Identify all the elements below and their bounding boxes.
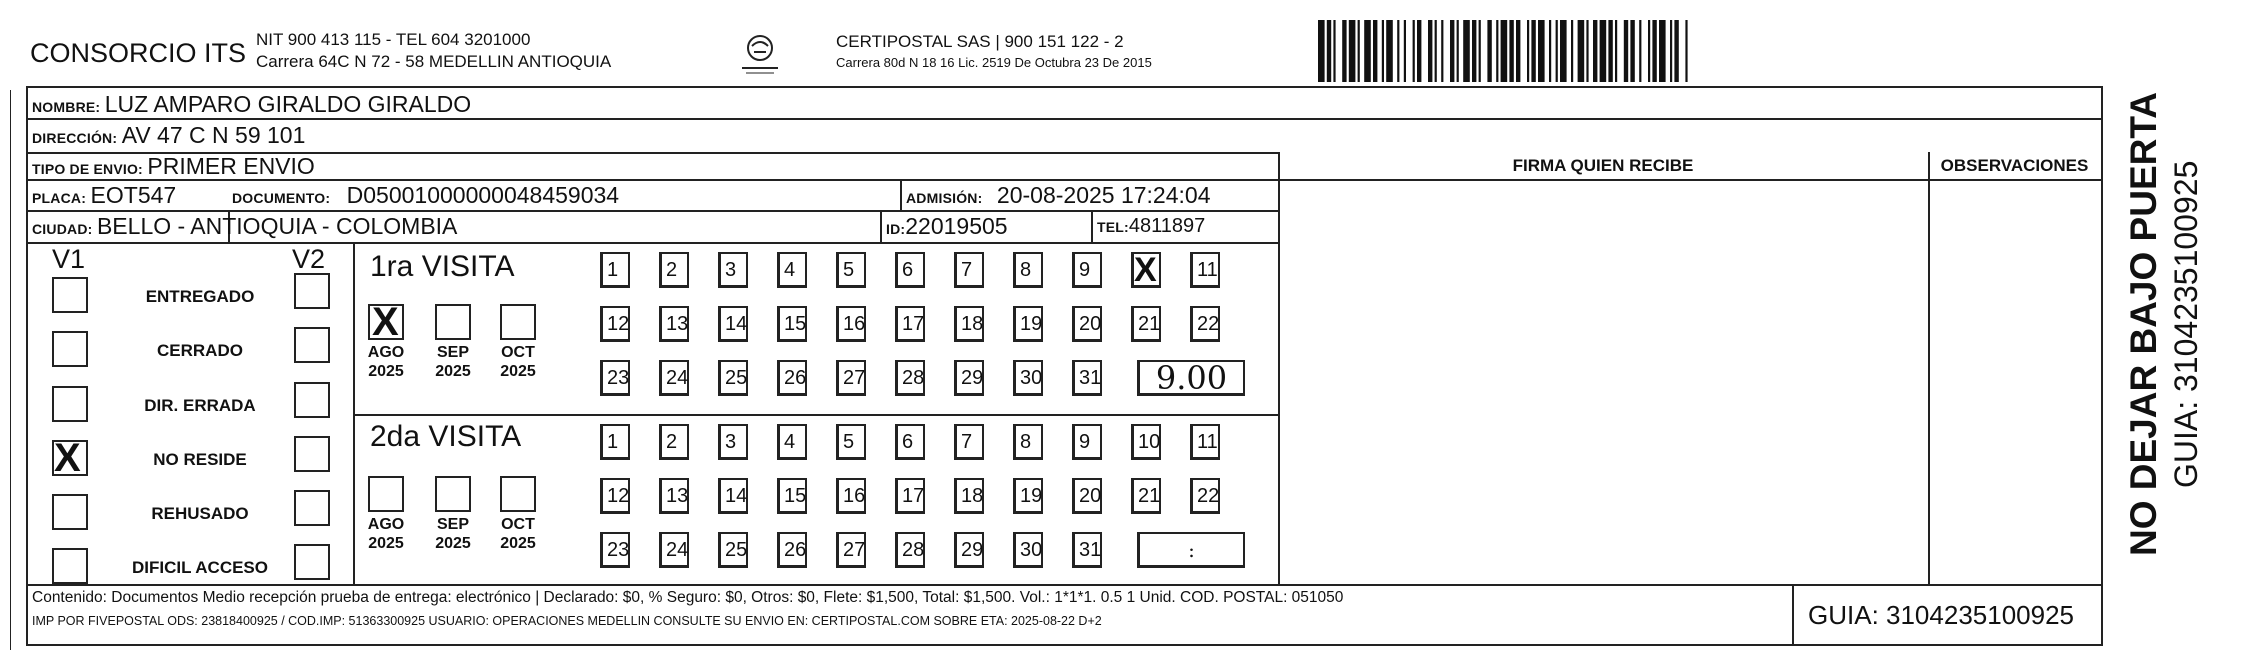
v1-checkbox[interactable] <box>52 548 88 584</box>
company-info-2: Carrera 64C N 72 - 58 MEDELLIN ANTIOQUIA <box>256 52 612 71</box>
v1-checkbox[interactable] <box>52 436 88 480</box>
carrier-info-2: Carrera 80d N 18 16 Lic. 2519 De Octubra 23 De 2015 <box>836 55 1152 70</box>
month-checkbox[interactable] <box>500 476 536 512</box>
month-label: OCT 2025 <box>500 516 536 552</box>
barcode-bar <box>1441 20 1443 82</box>
day-box[interactable]: 31 <box>1072 532 1102 568</box>
footer-imp: IMP POR FIVEPOSTAL ODS: 23818400925 / COD.IMP: 51363300925 USUARIO: OPERACIONES MEDELLIN CONSULTE SU ENVIO EN: CERTIPOSTAL.COM SOBRE ETA: 2025-08-22 D+2 <box>32 614 1102 628</box>
day-box[interactable]: 14 <box>718 306 748 342</box>
day-box[interactable] <box>1131 252 1161 288</box>
day-box[interactable]: 24 <box>659 360 689 396</box>
barcode-bar <box>1397 20 1399 82</box>
month-checkbox[interactable] <box>435 476 471 512</box>
side-guia: GUIA: 3104235100925 <box>2168 160 2204 488</box>
v2-checkbox[interactable] <box>294 436 330 472</box>
barcode-bar <box>1670 20 1672 82</box>
barcode-bar <box>1327 20 1331 82</box>
documento-label: DOCUMENTO: <box>232 190 331 206</box>
month-label: SEP 2025 <box>435 516 471 552</box>
nombre-value: LUZ AMPARO GIRALDO GIRALDO <box>104 91 472 117</box>
day-box[interactable]: 16 <box>836 306 866 342</box>
barcode-bar <box>1509 20 1513 82</box>
day-box[interactable]: 4 <box>777 252 807 288</box>
ciudad-label: CIUDAD: <box>32 221 93 237</box>
visit-time-box[interactable]: 9.00 <box>1137 360 1245 396</box>
placa-label: PLACA: <box>32 190 87 206</box>
observaciones-header: OBSERVACIONES <box>1940 156 2089 175</box>
id-label: ID: <box>886 221 906 237</box>
check-mark-icon: X <box>1134 251 1157 289</box>
day-box[interactable]: 2 <box>659 424 689 460</box>
barcode-bar <box>1571 20 1573 82</box>
direccion-value: AV 47 C N 59 101 <box>121 122 306 148</box>
barcode-bar <box>1615 20 1617 82</box>
barcode-bar <box>1556 20 1558 82</box>
barcode-bar <box>1479 20 1481 82</box>
day-box[interactable]: 7 <box>954 424 984 460</box>
day-box[interactable]: 20 <box>1072 478 1102 514</box>
day-box[interactable]: 2 <box>659 252 689 288</box>
day-box[interactable]: 17 <box>895 306 925 342</box>
day-box[interactable]: 6 <box>895 252 925 288</box>
v2-checkbox[interactable] <box>294 490 330 526</box>
day-box[interactable]: 18 <box>954 306 984 342</box>
day-box[interactable]: 23 <box>600 360 630 396</box>
month-checkbox[interactable] <box>368 476 404 512</box>
barcode-bar <box>1342 20 1346 82</box>
barcode-bar <box>1463 20 1470 82</box>
footer-guia: GUIA: 3104235100925 <box>1808 600 2074 630</box>
barcode-bar <box>1472 20 1476 82</box>
check-mark-icon: X <box>54 436 81 480</box>
barcode-bar <box>1457 20 1459 82</box>
day-box[interactable]: 29 <box>954 532 984 568</box>
day-box[interactable]: 24 <box>659 532 689 568</box>
id-value: 22019505 <box>905 213 1008 239</box>
day-box[interactable]: 16 <box>836 478 866 514</box>
barcode-bar <box>1639 20 1641 82</box>
v2-checkbox[interactable] <box>294 544 330 580</box>
status-label: DIR. ERRADA <box>144 396 256 415</box>
barcode-bar <box>1531 20 1535 82</box>
first-visit-title: 1ra VISITA <box>370 250 515 283</box>
admision-value: 20-08-2025 17:24:04 <box>996 182 1211 208</box>
day-box[interactable]: 25 <box>718 360 748 396</box>
barcode-bar <box>1586 20 1588 82</box>
day-box[interactable]: 11 <box>1190 252 1220 288</box>
day-box[interactable]: 9 <box>1072 424 1102 460</box>
tel-value: 4811897 <box>1128 215 1206 237</box>
day-box[interactable]: 28 <box>895 360 925 396</box>
day-box[interactable]: 22 <box>1190 306 1220 342</box>
ciudad-row <box>32 213 457 240</box>
barcode-bar <box>1516 20 1520 82</box>
nombre-row <box>32 91 471 118</box>
barcode-bar <box>1487 20 1491 82</box>
status-label: DIFICIL ACCESO <box>131 558 268 577</box>
barcode-bar <box>1674 20 1678 82</box>
day-box[interactable]: 1 <box>600 252 630 288</box>
tel-row <box>1097 215 1205 238</box>
day-box[interactable]: 27 <box>836 532 866 568</box>
barcode-bar <box>1386 20 1393 82</box>
day-box[interactable]: 15 <box>777 478 807 514</box>
barcode-bar <box>1538 20 1545 82</box>
day-box[interactable]: 8 <box>1013 252 1043 288</box>
day-box[interactable]: 20 <box>1072 306 1102 342</box>
id-row <box>886 213 1008 240</box>
barcode-bar <box>1652 20 1656 82</box>
month-label: OCT 2025 <box>500 344 536 380</box>
day-box[interactable]: 6 <box>895 424 925 460</box>
barcode-bar <box>1382 20 1384 82</box>
month-label: AGO 2025 <box>367 516 405 552</box>
day-box[interactable]: 29 <box>954 360 984 396</box>
day-box[interactable]: 5 <box>836 252 866 288</box>
day-box[interactable]: 10 <box>1131 424 1161 460</box>
barcode-bar <box>1333 20 1335 82</box>
nombre-label: NOMBRE: <box>32 99 101 115</box>
side-warning: NO DEJAR BAJO PUERTA <box>2123 92 2164 556</box>
day-box[interactable]: 13 <box>659 478 689 514</box>
barcode-bar <box>1624 20 1628 82</box>
day-box[interactable]: 12 <box>600 306 630 342</box>
certipostal-logo <box>728 30 792 78</box>
month-checkbox[interactable] <box>435 304 471 340</box>
v2-checkbox[interactable] <box>294 327 330 363</box>
barcode-bar <box>1685 20 1687 82</box>
barcode-bar <box>1648 20 1650 82</box>
tipo-label: TIPO DE ENVIO: <box>32 161 143 177</box>
documento-value: D05001000000048459034 <box>346 182 620 208</box>
status-label: REHUSADO <box>151 504 249 523</box>
status-label: CERRADO <box>157 341 243 360</box>
direccion-label: DIRECCIÓN: <box>32 130 118 146</box>
day-box[interactable]: 4 <box>777 424 807 460</box>
barcode-bar <box>1450 20 1454 82</box>
v2-label: V2 <box>292 244 326 274</box>
barcode-bar <box>1501 20 1508 82</box>
placa-row <box>32 182 176 209</box>
barcode-bar <box>1349 20 1356 82</box>
barcode-bar <box>1417 20 1421 82</box>
day-box[interactable]: 22 <box>1190 478 1220 514</box>
day-box[interactable]: 30 <box>1013 360 1043 396</box>
company-name: CONSORCIO ITS <box>30 38 247 68</box>
firma-area[interactable] <box>1280 180 1926 582</box>
barcode-bar <box>1358 20 1360 82</box>
barcode-bar <box>1549 20 1551 82</box>
day-box[interactable]: 3 <box>718 252 748 288</box>
admision-row <box>906 182 1211 209</box>
day-box[interactable]: 21 <box>1131 306 1161 342</box>
day-box[interactable]: 1 <box>600 424 630 460</box>
admision-label: ADMISIÓN: <box>906 190 983 206</box>
barcode-bar <box>1435 20 1437 82</box>
status-label: ENTREGADO <box>145 287 255 306</box>
ciudad-value: BELLO - ANTIOQUIA - COLOMBIA <box>96 213 458 239</box>
day-box[interactable]: 9 <box>1072 252 1102 288</box>
day-box[interactable]: 14 <box>718 478 748 514</box>
v1-checkbox[interactable] <box>52 331 88 367</box>
documento-row <box>232 182 619 209</box>
barcode-bar <box>1560 20 1567 82</box>
barcode-bar <box>1373 20 1377 82</box>
second-visit-title: 2da VISITA <box>370 420 522 453</box>
v1-checkbox[interactable] <box>52 494 88 530</box>
v1-checkbox[interactable] <box>52 386 88 422</box>
day-box[interactable]: 26 <box>777 360 807 396</box>
day-box[interactable]: 17 <box>895 478 925 514</box>
day-box[interactable]: 31 <box>1072 360 1102 396</box>
barcode-bar <box>1527 20 1529 82</box>
day-box[interactable]: 28 <box>895 532 925 568</box>
barcode-bar <box>1364 20 1371 82</box>
barcode-bar <box>1404 20 1406 82</box>
day-box[interactable]: 19 <box>1013 306 1043 342</box>
barcode-bar <box>1659 20 1666 82</box>
placa-value: EOT547 <box>90 182 177 208</box>
barcode-bar <box>1578 20 1585 82</box>
day-box[interactable]: 11 <box>1190 424 1220 460</box>
company-info-1: NIT 900 413 115 - TEL 604 3201000 <box>256 30 531 49</box>
barcode-bar <box>1318 20 1325 82</box>
day-box[interactable]: 19 <box>1013 478 1043 514</box>
carrier-info-1: CERTIPOSTAL SAS | 900 151 122 - 2 <box>836 32 1124 51</box>
barcode-bar <box>1600 20 1607 82</box>
day-box[interactable]: 3 <box>718 424 748 460</box>
tel-label: TEL: <box>1097 219 1129 235</box>
v2-checkbox[interactable] <box>294 382 330 418</box>
month-checkbox[interactable] <box>368 300 404 344</box>
day-box[interactable]: 21 <box>1131 478 1161 514</box>
barcode-bar <box>1630 20 1634 82</box>
day-box[interactable]: 30 <box>1013 532 1043 568</box>
direccion-row <box>32 122 305 149</box>
day-box[interactable]: 25 <box>718 532 748 568</box>
day-box[interactable]: 26 <box>777 532 807 568</box>
status-label: NO RESIDE <box>153 450 247 469</box>
day-box[interactable]: 23 <box>600 532 630 568</box>
day-box[interactable]: 8 <box>1013 424 1043 460</box>
day-box[interactable]: 13 <box>659 306 689 342</box>
barcode-bar <box>1428 20 1432 82</box>
check-mark-icon: X <box>372 300 399 344</box>
day-box[interactable]: 12 <box>600 478 630 514</box>
v1-checkbox[interactable] <box>52 277 88 313</box>
day-box[interactable]: 27 <box>836 360 866 396</box>
month-checkbox[interactable] <box>500 304 536 340</box>
v2-checkbox[interactable] <box>294 273 330 309</box>
observaciones-area[interactable] <box>1930 180 2099 582</box>
firma-header: FIRMA QUIEN RECIBE <box>1512 156 1694 175</box>
barcode-bar <box>1496 20 1498 82</box>
visit-time-box[interactable]: : <box>1137 532 1245 568</box>
month-label: SEP 2025 <box>435 344 471 380</box>
barcode-bar <box>1413 20 1415 82</box>
barcode-bar <box>1608 20 1612 82</box>
month-label: AGO 2025 <box>367 344 405 380</box>
day-box[interactable]: 15 <box>777 306 807 342</box>
tipo-value: PRIMER ENVIO <box>147 153 315 179</box>
barcode-bar <box>1593 20 1597 82</box>
barcode <box>1318 20 1912 82</box>
footer-contents: Contenido: Documentos Medio recepción prueba de entrega: electrónico | Declarado: $0, % Seguro: $0, Otros: $0, Flete: $1,500, Total: $1,500. Vol.: 1*1*1. 0.5 1 Unid. COD. POSTAL: 051050 <box>32 589 1344 606</box>
v1-label: V1 <box>52 244 86 274</box>
tipo-row <box>32 153 315 180</box>
day-box[interactable]: 18 <box>954 478 984 514</box>
day-box[interactable]: 7 <box>954 252 984 288</box>
day-box[interactable]: 5 <box>836 424 866 460</box>
